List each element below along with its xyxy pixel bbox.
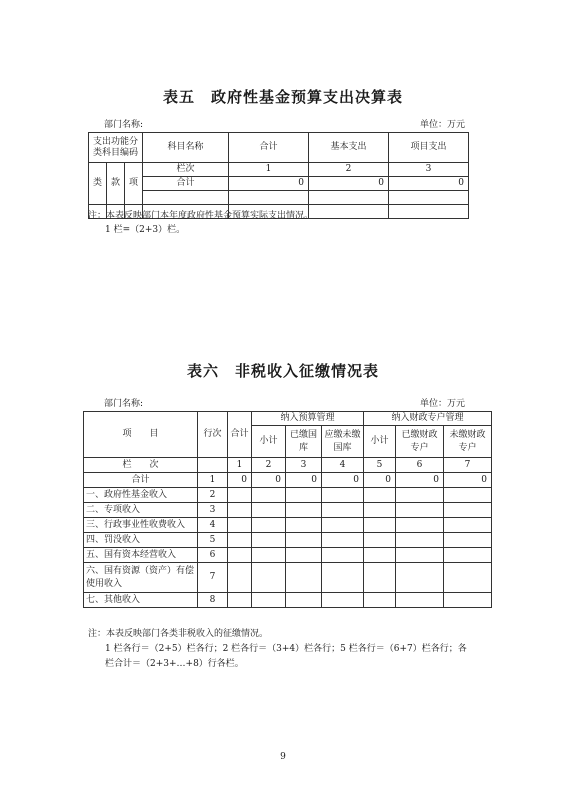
- table6-row-label: 六、国有资源（资产）有偿使用收入: [84, 563, 198, 593]
- table6-note-3: 栏合计＝（2+3+…+8）行各栏。: [105, 659, 244, 669]
- table6-header-unpaid-treasury: 应缴未缴国库: [322, 426, 364, 458]
- table6-header-hangci: 行次: [198, 412, 228, 458]
- table6-row-hangci: 7: [198, 563, 228, 593]
- table6-header-paid-special: 已缴财政专户: [396, 426, 444, 458]
- table5-header-total: 合计: [229, 133, 309, 163]
- table6-total-2: 0: [252, 473, 286, 488]
- table6-total-hangci: 1: [198, 473, 228, 488]
- table5-empty-cell: [389, 205, 469, 219]
- table5-empty-cell: [143, 191, 229, 205]
- table5-header-kuan: 款: [107, 163, 125, 205]
- table5-dept-label: 部门名称:: [104, 120, 144, 130]
- table6-header-subtotal-1: 小计: [252, 426, 286, 458]
- table5-header-lei: 类: [89, 163, 107, 205]
- table6-row-hangci: 3: [198, 503, 228, 518]
- table6-header-budget-group: 纳入预算管理: [252, 412, 364, 426]
- table6-header-total: 合计: [228, 412, 252, 458]
- table5-empty-cell: [309, 205, 389, 219]
- table6-row-hangci: 2: [198, 488, 228, 503]
- table6-lanci-5: 5: [364, 458, 396, 473]
- table5-empty-cell: [229, 191, 309, 205]
- page-number: 9: [280, 752, 286, 762]
- table6-note-1: 注：本表反映部门各类非税收入的征缴情况。: [88, 629, 269, 639]
- table5-total-label: 合计: [143, 177, 229, 191]
- table6-lanci-1: 1: [228, 458, 252, 473]
- table6: [83, 411, 492, 608]
- table6-lanci-7: 7: [444, 458, 492, 473]
- table5-lanci-label: 栏次: [143, 163, 229, 177]
- table6-total-1: 0: [228, 473, 252, 488]
- table5-note-1: 注：本表反映部门本年度政府性基金预算实际支出情况。: [88, 211, 314, 221]
- table6-total-label: 合计: [84, 473, 198, 488]
- table6-header-unpaid-special: 未缴财政专户: [444, 426, 492, 458]
- table6-header-special-group: 纳入财政专户管理: [364, 412, 492, 426]
- table5-title: 表五 政府性基金预算支出决算表: [162, 88, 403, 106]
- table5-header-func-code: 支出功能分类科目编码: [89, 133, 143, 163]
- table6-title: 表六 非税收入征缴情况表: [186, 362, 379, 380]
- table6-unit-label: 单位：万元: [420, 399, 466, 409]
- table6-row-label: 四、罚没收入: [84, 533, 198, 548]
- table5-lanci-1: 1: [229, 163, 309, 177]
- table5-header-name: 科目名称: [143, 133, 229, 163]
- table6-row-hangci: 8: [198, 593, 228, 608]
- table5-total-2: 0: [309, 177, 389, 191]
- table6-total-4: 0: [322, 473, 364, 488]
- table5-header-basic: 基本支出: [309, 133, 389, 163]
- table6-header-item: 项 目: [84, 412, 198, 458]
- table6-row-hangci: 4: [198, 518, 228, 533]
- table6-lanci-3: 3: [286, 458, 322, 473]
- table6-total-5: 0: [364, 473, 396, 488]
- table6-row-hangci: 6: [198, 548, 228, 563]
- table6-row-label: 七、其他收入: [84, 593, 198, 608]
- table6-empty-cell: [198, 458, 228, 473]
- table5-empty-cell: [309, 191, 389, 205]
- table5-total-1: 0: [229, 177, 309, 191]
- table5-header-xiang: 项: [125, 163, 143, 205]
- table6-header-paid-treasury: 已缴国库: [286, 426, 322, 458]
- table5-unit-label: 单位：万元: [420, 120, 466, 130]
- table6-note-2: 1 栏各行＝（2+5）栏各行；2 栏各行＝（3+4）栏各行；5 栏各行＝（6+7）栏各行；各: [105, 644, 467, 654]
- table6-lanci-2: 2: [252, 458, 286, 473]
- table5-note-2: 1 栏=（2+3）栏。: [105, 225, 186, 235]
- table6-row-hangci: 5: [198, 533, 228, 548]
- table6-dept-label: 部门名称:: [104, 399, 144, 409]
- table6-total-7: 0: [444, 473, 492, 488]
- table6-lanci-4: 4: [322, 458, 364, 473]
- table6-lanci-label: 栏 次: [84, 458, 198, 473]
- table5-lanci-2: 2: [309, 163, 389, 177]
- table5-total-3: 0: [389, 177, 469, 191]
- table6-header-subtotal-2: 小计: [364, 426, 396, 458]
- table6-total-3: 0: [286, 473, 322, 488]
- table6-total-6: 0: [396, 473, 444, 488]
- table6-lanci-6: 6: [396, 458, 444, 473]
- table6-row-label: 三、行政事业性收费收入: [84, 518, 198, 533]
- table5-empty-cell: [389, 191, 469, 205]
- table5-lanci-3: 3: [389, 163, 469, 177]
- table5-header-project: 项目支出: [389, 133, 469, 163]
- table6-row-label: 五、国有资本经营收入: [84, 548, 198, 563]
- table6-row-label: 二、专项收入: [84, 503, 198, 518]
- table5: [88, 132, 469, 219]
- table6-row-label: 一、政府性基金收入: [84, 488, 198, 503]
